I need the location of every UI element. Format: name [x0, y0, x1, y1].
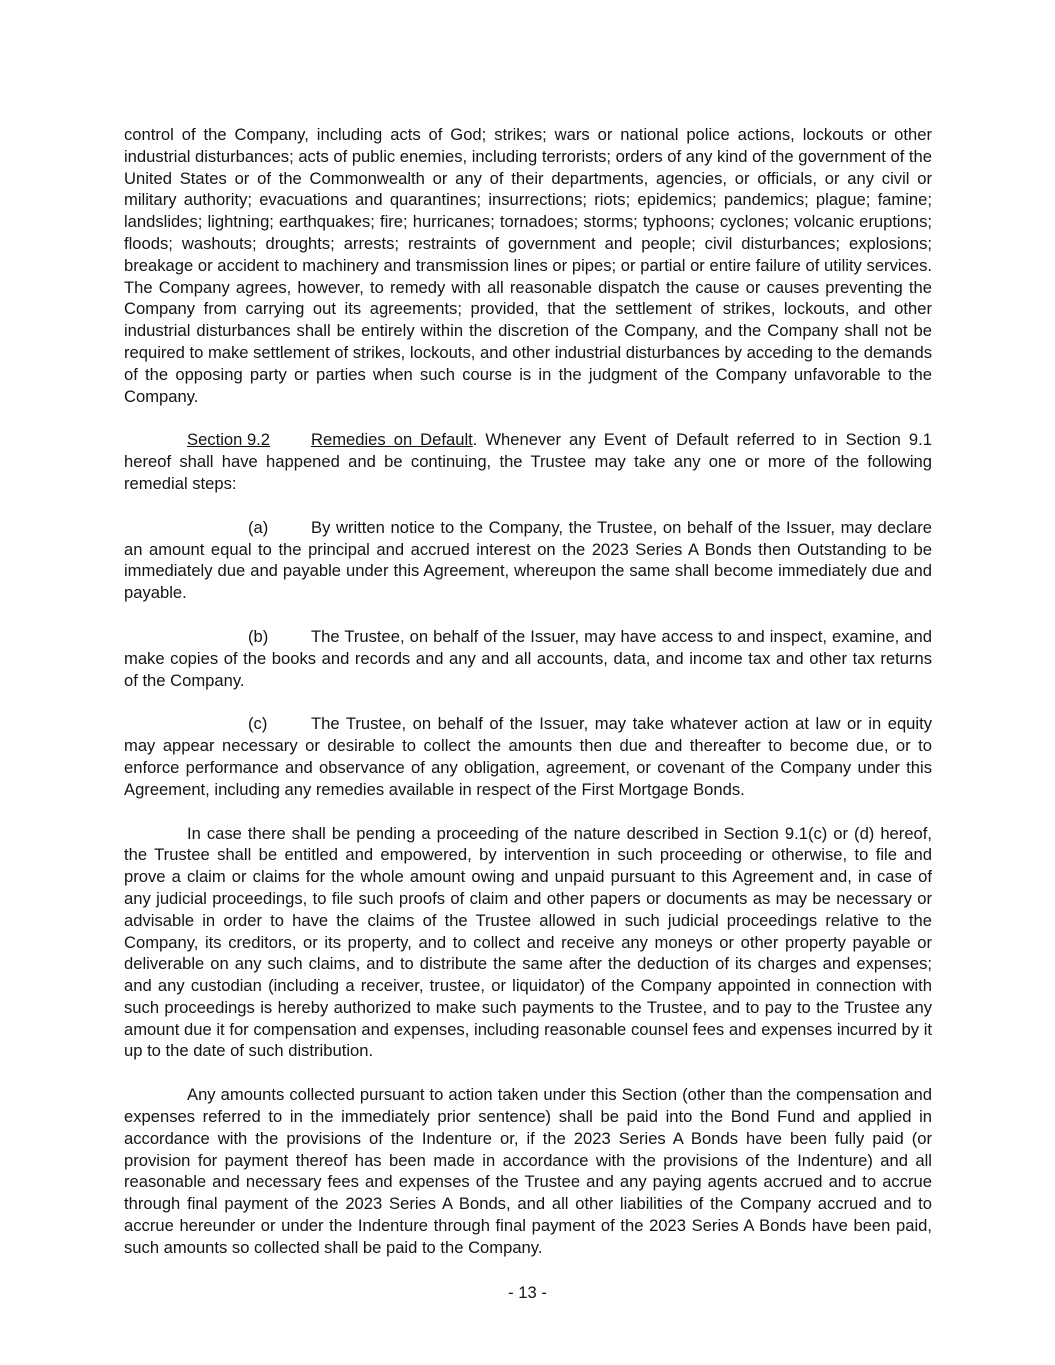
item-label: (c) — [248, 714, 268, 734]
document-page — [124, 124, 932, 1281]
section-body-text: . Whenever any Event of Default referred to in Section 9.1 hereof shall have happened and be continuing, the Trustee may take any one or more of the following remedial steps: — [124, 430, 932, 493]
item-text: The Trustee, on behalf of the Issuer, may have access to and inspect, examine, and make copies of the books and records and any and all accounts, data, and income tax and other tax returns of the Company. — [124, 626, 932, 690]
pending-proceeding-paragraph: In case there shall be pending a proceeding of the nature described in Section 9.1(c) or (d) hereof, the Trustee shall be entitled and empowered, by intervention in such proceeding or otherwise, to file and prove a claim or claims for the whole amount owing and unpaid pursuant to this Agreement and, in case of any judicial proceedings, to file such proofs of claim and other papers or documents as may be necessary or advisable in order to have the claims of the Trustee allowed in such judicial proceedings relative to the Company, its creditors, or its property, and to collect and receive any moneys or other property payable or deliverable on any such claims, and to distribute the same after the deduction of its charges and expenses; and any custodian (including a receiver, trustee, or liquidator) of the Company appointed in connection with such proceedings is hereby authorized to make such payments to the Trustee, and to pay to the Trustee any amount due it for compensation and expenses, including reasonable counsel fees and expenses incurred by it up to the date of such distribution. — [124, 823, 932, 1061]
remedy-item-b — [124, 626, 932, 691]
item-label: (a) — [248, 517, 269, 537]
item-text: The Trustee, on behalf of the Issuer, may take whatever action at law or in equity may appear necessary or desirable to collect the amounts then due and thereafter to become due, or to enforce performance and observance of any obligation, agreement, or covenant of the Company under this Agreement, including any remedies available in respect of the First Mortgage Bonds. — [124, 714, 932, 799]
remedy-item-c — [124, 713, 932, 800]
amounts-collected-paragraph: Any amounts collected pursuant to action taken under this Section (other than the compensation and expenses referred to in the immediately prior sentence) shall be paid into the Bond Fund and applied in accordance with the provisions of the Indenture or, if the 2023 Series A Bonds have been fully paid (or provision for payment thereof has been made in accordance with the provisions of the Indenture) and all reasonable and necessary fees and expenses of the Trustee and any paying agents accrued and to accrue through final payment of the 2023 Series A Bonds, and all other liabilities of the Company accrued and to accrue hereunder or under the Indenture through final payment of the 2023 Series A Bonds have been paid, such amounts so collected shall be paid to the Company. — [124, 1085, 932, 1257]
section-number: Section 9.2 — [187, 430, 271, 450]
force-majeure-continuation-paragraph: control of the Company, including acts of God; strikes; wars or national police actions, lockouts or other industrial disturbances; acts of public enemies, including terrorists; orders of any kind of the government of the United States or of the Commonwealth or any of their departments, agencies, or officials, or any civil or military authority; evacuations and quarantines; insurrections; riots; epidemics; pandemics; plague; famine; landslides; lightning; earthquakes; fire; hurricanes; tornadoes; storms; typhoons; cyclones; volcanic eruptions; floods; washouts; droughts; arrests; restraints of government and people; civil disturbances; explosions; breakage or accident to machinery and transmission lines or pipes; or partial or entire failure of utility services. The Company agrees, however, to remedy with all reasonable dispatch the cause or causes preventing the Company from carrying out its agreements; provided, that the settlement of strikes, lockouts, and other industrial disturbances shall be entirely within the discretion of the Company, and the Company shall not be required to make settlement of strikes, lockouts, and other industrial disturbances by acceding to the demands of the opposing party or parties when such course is in the judgment of the Company unfavorable to the Company. — [124, 125, 932, 406]
page-number: - 13 - — [508, 1283, 547, 1302]
remedy-item-a — [124, 517, 932, 604]
item-label: (b) — [248, 626, 269, 646]
section-heading: Remedies on Default — [311, 430, 473, 450]
item-text: By written notice to the Company, the Trustee, on behalf of the Issuer, may declare an amount equal to the principal and accrued interest on the 2023 Series A Bonds then Outstanding to be immediately due and payable under this Agreement, whereupon the same shall become immediately due and payable. — [124, 517, 932, 603]
section-9-2-paragraph — [124, 429, 932, 494]
